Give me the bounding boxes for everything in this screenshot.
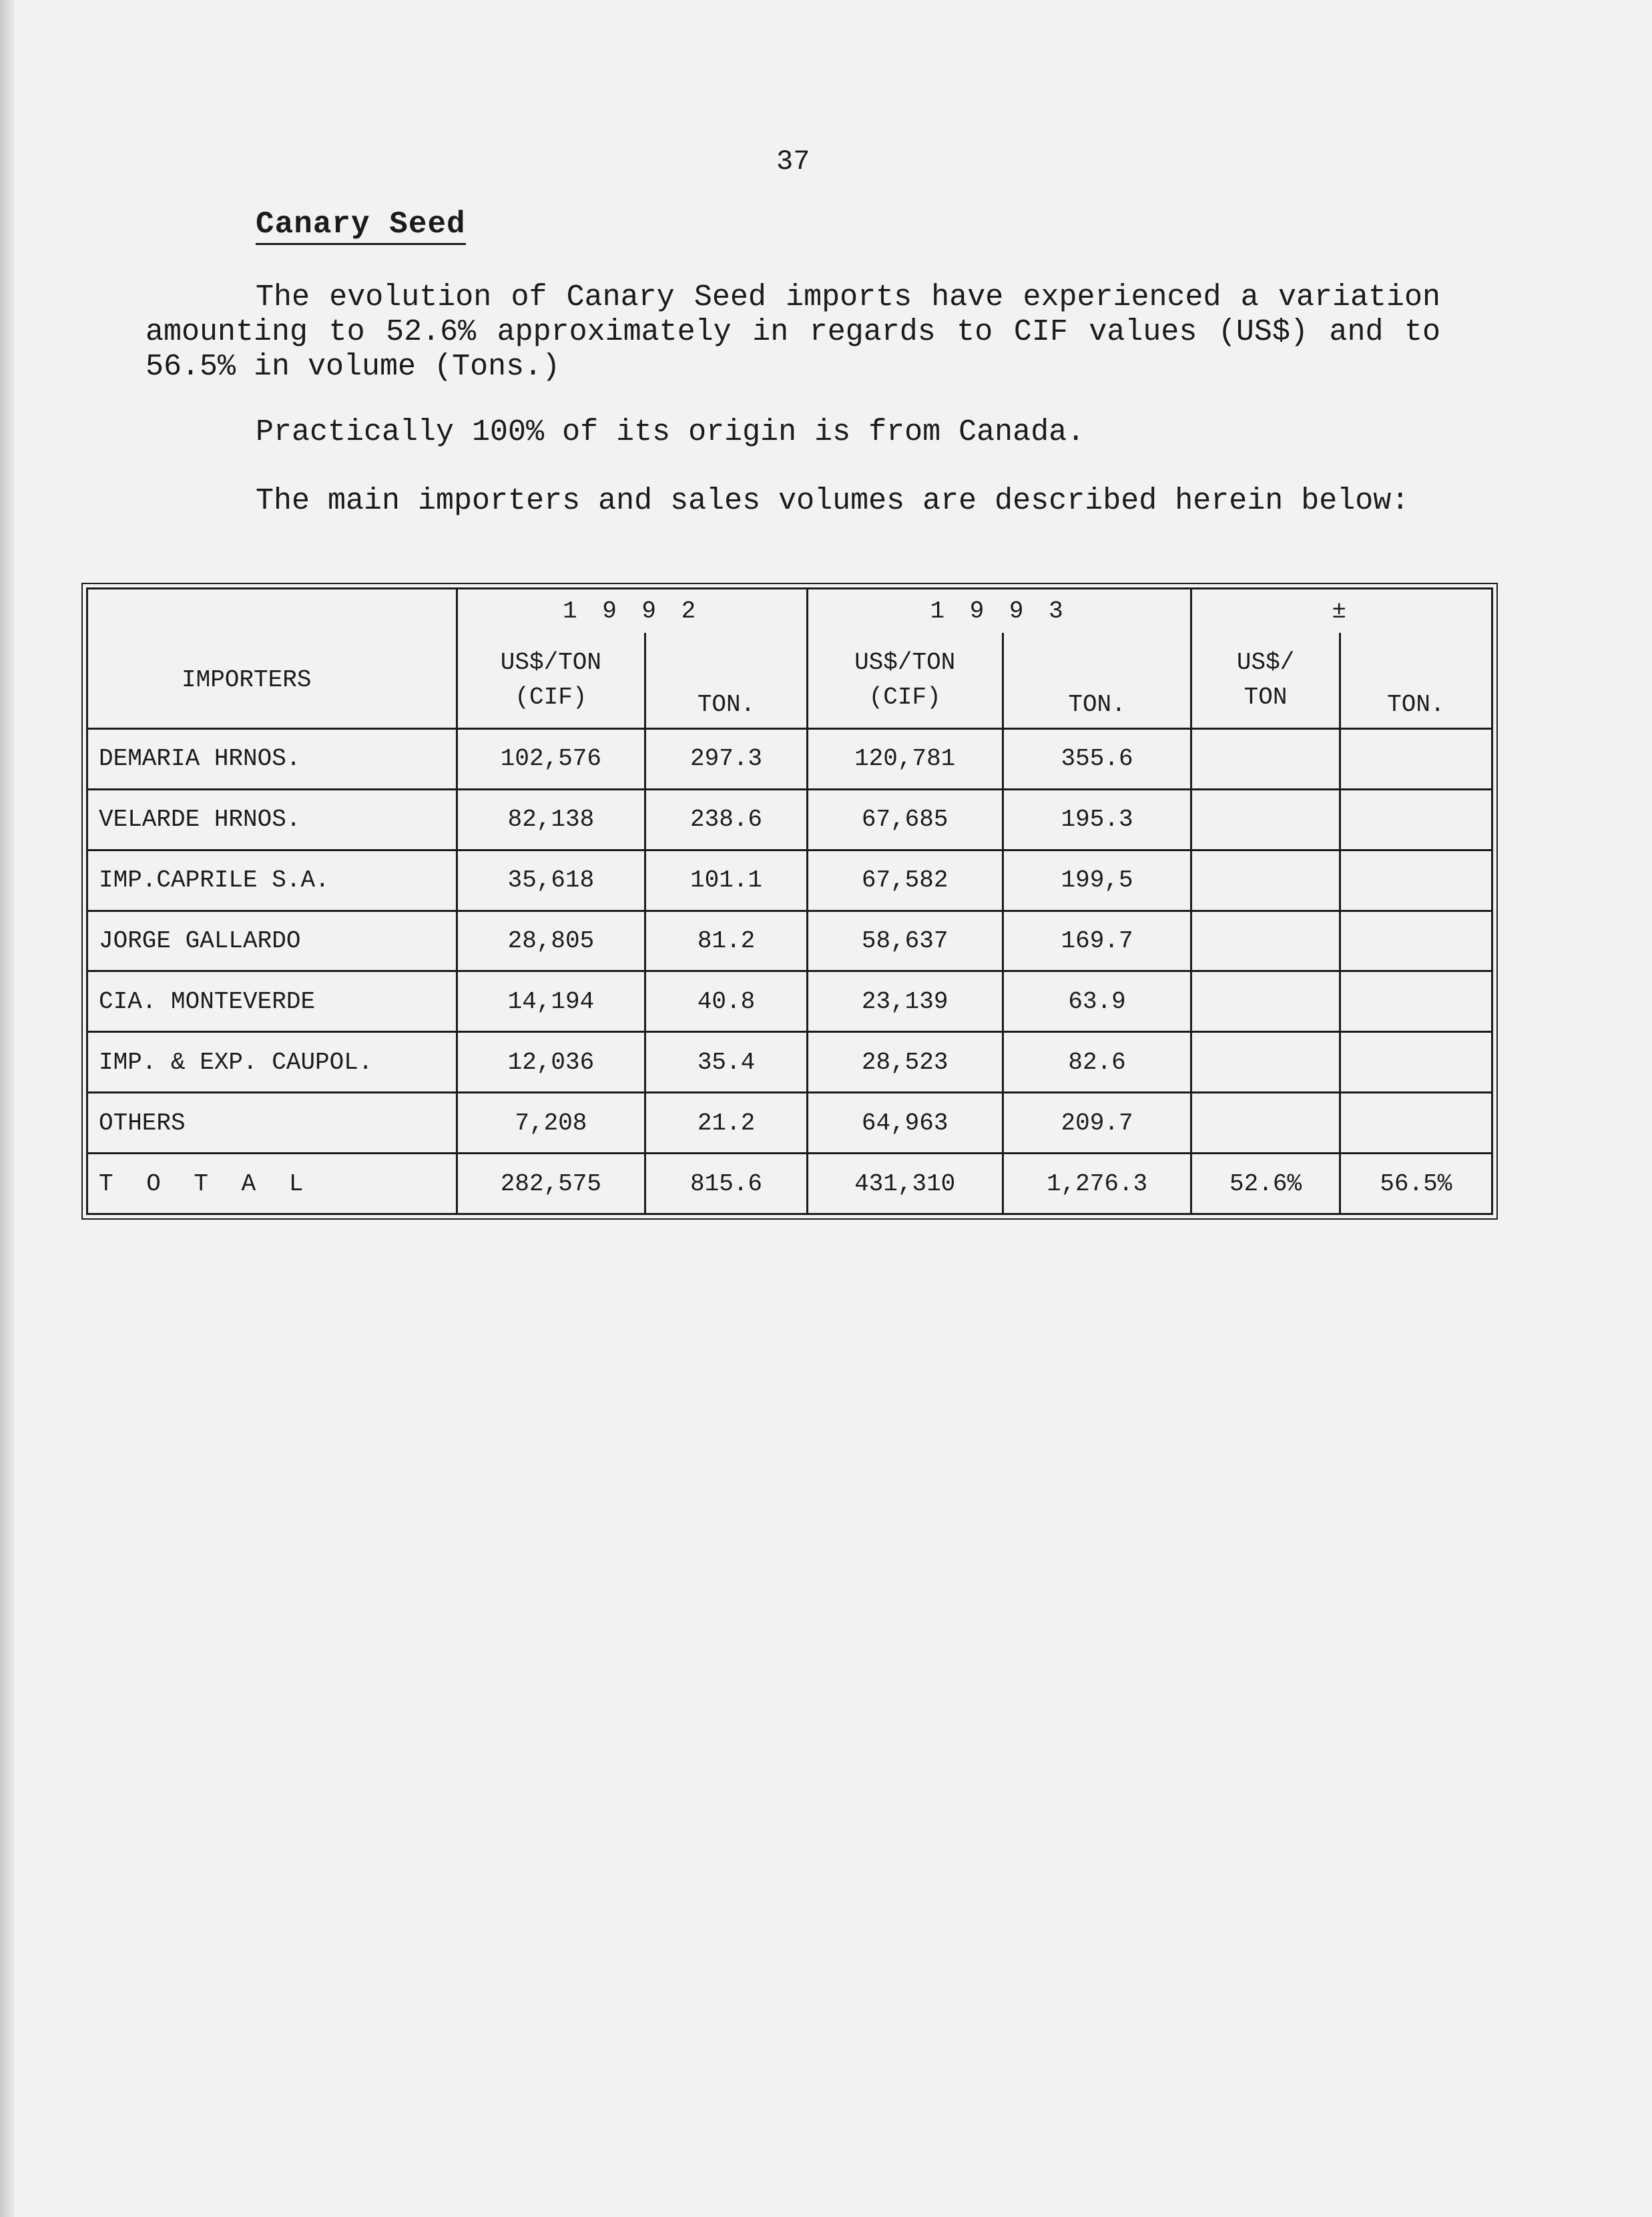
importer-name: JORGE GALLARDO — [87, 911, 457, 971]
ton-1993: 209.7 — [1003, 1093, 1191, 1154]
usd-1993: 64,963 — [807, 1093, 1003, 1154]
header-usd-ton-cif-1992 — [457, 633, 645, 729]
table-row — [87, 1032, 1492, 1093]
usd-1993: 120,781 — [807, 728, 1003, 789]
table-year-row — [87, 589, 1492, 633]
header-usd-ton-cif-1993-text: US$/TON (CIF) — [854, 648, 956, 711]
usd-change — [1191, 971, 1340, 1032]
usd-change — [1191, 728, 1340, 789]
table-total-row — [87, 1154, 1492, 1214]
total-usd-1992: 282,575 — [457, 1154, 645, 1214]
importer-name: IMP. & EXP. CAUPOL. — [87, 1032, 457, 1093]
importer-name: OTHERS — [87, 1093, 457, 1154]
usd-1992: 14,194 — [457, 971, 645, 1032]
usd-change — [1191, 789, 1340, 850]
usd-1993: 28,523 — [807, 1032, 1003, 1093]
importer-name: DEMARIA HRNOS. — [87, 728, 457, 789]
ton-change — [1340, 789, 1492, 850]
importers-table — [86, 587, 1493, 1215]
paragraph-imports-variation: The evolution of Canary Seed imports have experienced a variation amounting to 52.6% approximately in regards to CIF values (US$) and to 56.5% in volume (Tons.) — [146, 280, 1440, 384]
importer-name: IMP.CAPRILE S.A. — [87, 850, 457, 911]
header-ton-1992: TON. — [645, 633, 807, 729]
ton-change — [1340, 1093, 1492, 1154]
ton-1993: 169.7 — [1003, 911, 1191, 971]
total-ton-1993: 1,276.3 — [1003, 1154, 1191, 1214]
paragraph-importers-intro: The main importers and sales volumes are described herein below: — [256, 484, 1410, 518]
usd-1992: 12,036 — [457, 1032, 645, 1093]
table-row — [87, 850, 1492, 911]
importer-name: CIA. MONTEVERDE — [87, 971, 457, 1032]
total-label: T O T A L — [87, 1154, 457, 1214]
total-usd-1993: 431,310 — [807, 1154, 1003, 1214]
ton-change — [1340, 971, 1492, 1032]
ton-change — [1340, 728, 1492, 789]
usd-change — [1191, 850, 1340, 911]
ton-1992: 238.6 — [645, 789, 807, 850]
usd-1993: 23,139 — [807, 971, 1003, 1032]
usd-1993: 67,685 — [807, 789, 1003, 850]
table-row — [87, 971, 1492, 1032]
usd-change — [1191, 911, 1340, 971]
change-symbol-label: ± — [1191, 589, 1492, 633]
table-row — [87, 911, 1492, 971]
ton-change — [1340, 850, 1492, 911]
ton-1993: 355.6 — [1003, 728, 1191, 789]
page-number: 37 — [776, 146, 810, 178]
ton-1993: 63.9 — [1003, 971, 1191, 1032]
usd-1992: 28,805 — [457, 911, 645, 971]
ton-1992: 35.4 — [645, 1032, 807, 1093]
importer-name: VELARDE HRNOS. — [87, 789, 457, 850]
section-heading: Canary Seed — [256, 207, 466, 245]
table-row — [87, 728, 1492, 789]
year-blank-cell — [87, 589, 457, 633]
year-1992-label: 1 9 9 2 — [457, 589, 807, 633]
ton-1993: 199,5 — [1003, 850, 1191, 911]
ton-change — [1340, 911, 1492, 971]
table-header-row — [87, 633, 1492, 729]
header-usd-ton-cif-1993 — [807, 633, 1003, 729]
importers-table-frame — [81, 583, 1498, 1220]
usd-change — [1191, 1093, 1340, 1154]
usd-1992: 35,618 — [457, 850, 645, 911]
usd-1993: 58,637 — [807, 911, 1003, 971]
ton-1992: 21.2 — [645, 1093, 807, 1154]
total-usd-change: 52.6% — [1191, 1154, 1340, 1214]
ton-1992: 40.8 — [645, 971, 807, 1032]
total-ton-change: 56.5% — [1340, 1154, 1492, 1214]
table-row — [87, 1093, 1492, 1154]
header-ton-change: TON. — [1340, 633, 1492, 729]
header-importers: IMPORTERS — [87, 633, 457, 729]
usd-1992: 7,208 — [457, 1093, 645, 1154]
table-row — [87, 789, 1492, 850]
usd-1992: 82,138 — [457, 789, 645, 850]
year-1993-label: 1 9 9 3 — [807, 589, 1191, 633]
ton-1993: 195.3 — [1003, 789, 1191, 850]
ton-1992: 101.1 — [645, 850, 807, 911]
header-ton-1993: TON. — [1003, 633, 1191, 729]
ton-1992: 81.2 — [645, 911, 807, 971]
paragraph-origin: Practically 100% of its origin is from Canada. — [256, 415, 1085, 449]
ton-change — [1340, 1032, 1492, 1093]
ton-1993: 82.6 — [1003, 1032, 1191, 1093]
header-usd-ton-change — [1191, 633, 1340, 729]
page-edge-shadow — [0, 0, 15, 2217]
total-ton-1992: 815.6 — [645, 1154, 807, 1214]
usd-change — [1191, 1032, 1340, 1093]
ton-1992: 297.3 — [645, 728, 807, 789]
usd-1993: 67,582 — [807, 850, 1003, 911]
header-usd-ton-cif-1992-text: US$/TON (CIF) — [500, 648, 602, 711]
usd-1992: 102,576 — [457, 728, 645, 789]
header-usd-ton-change-text: US$/ TON — [1236, 648, 1295, 711]
